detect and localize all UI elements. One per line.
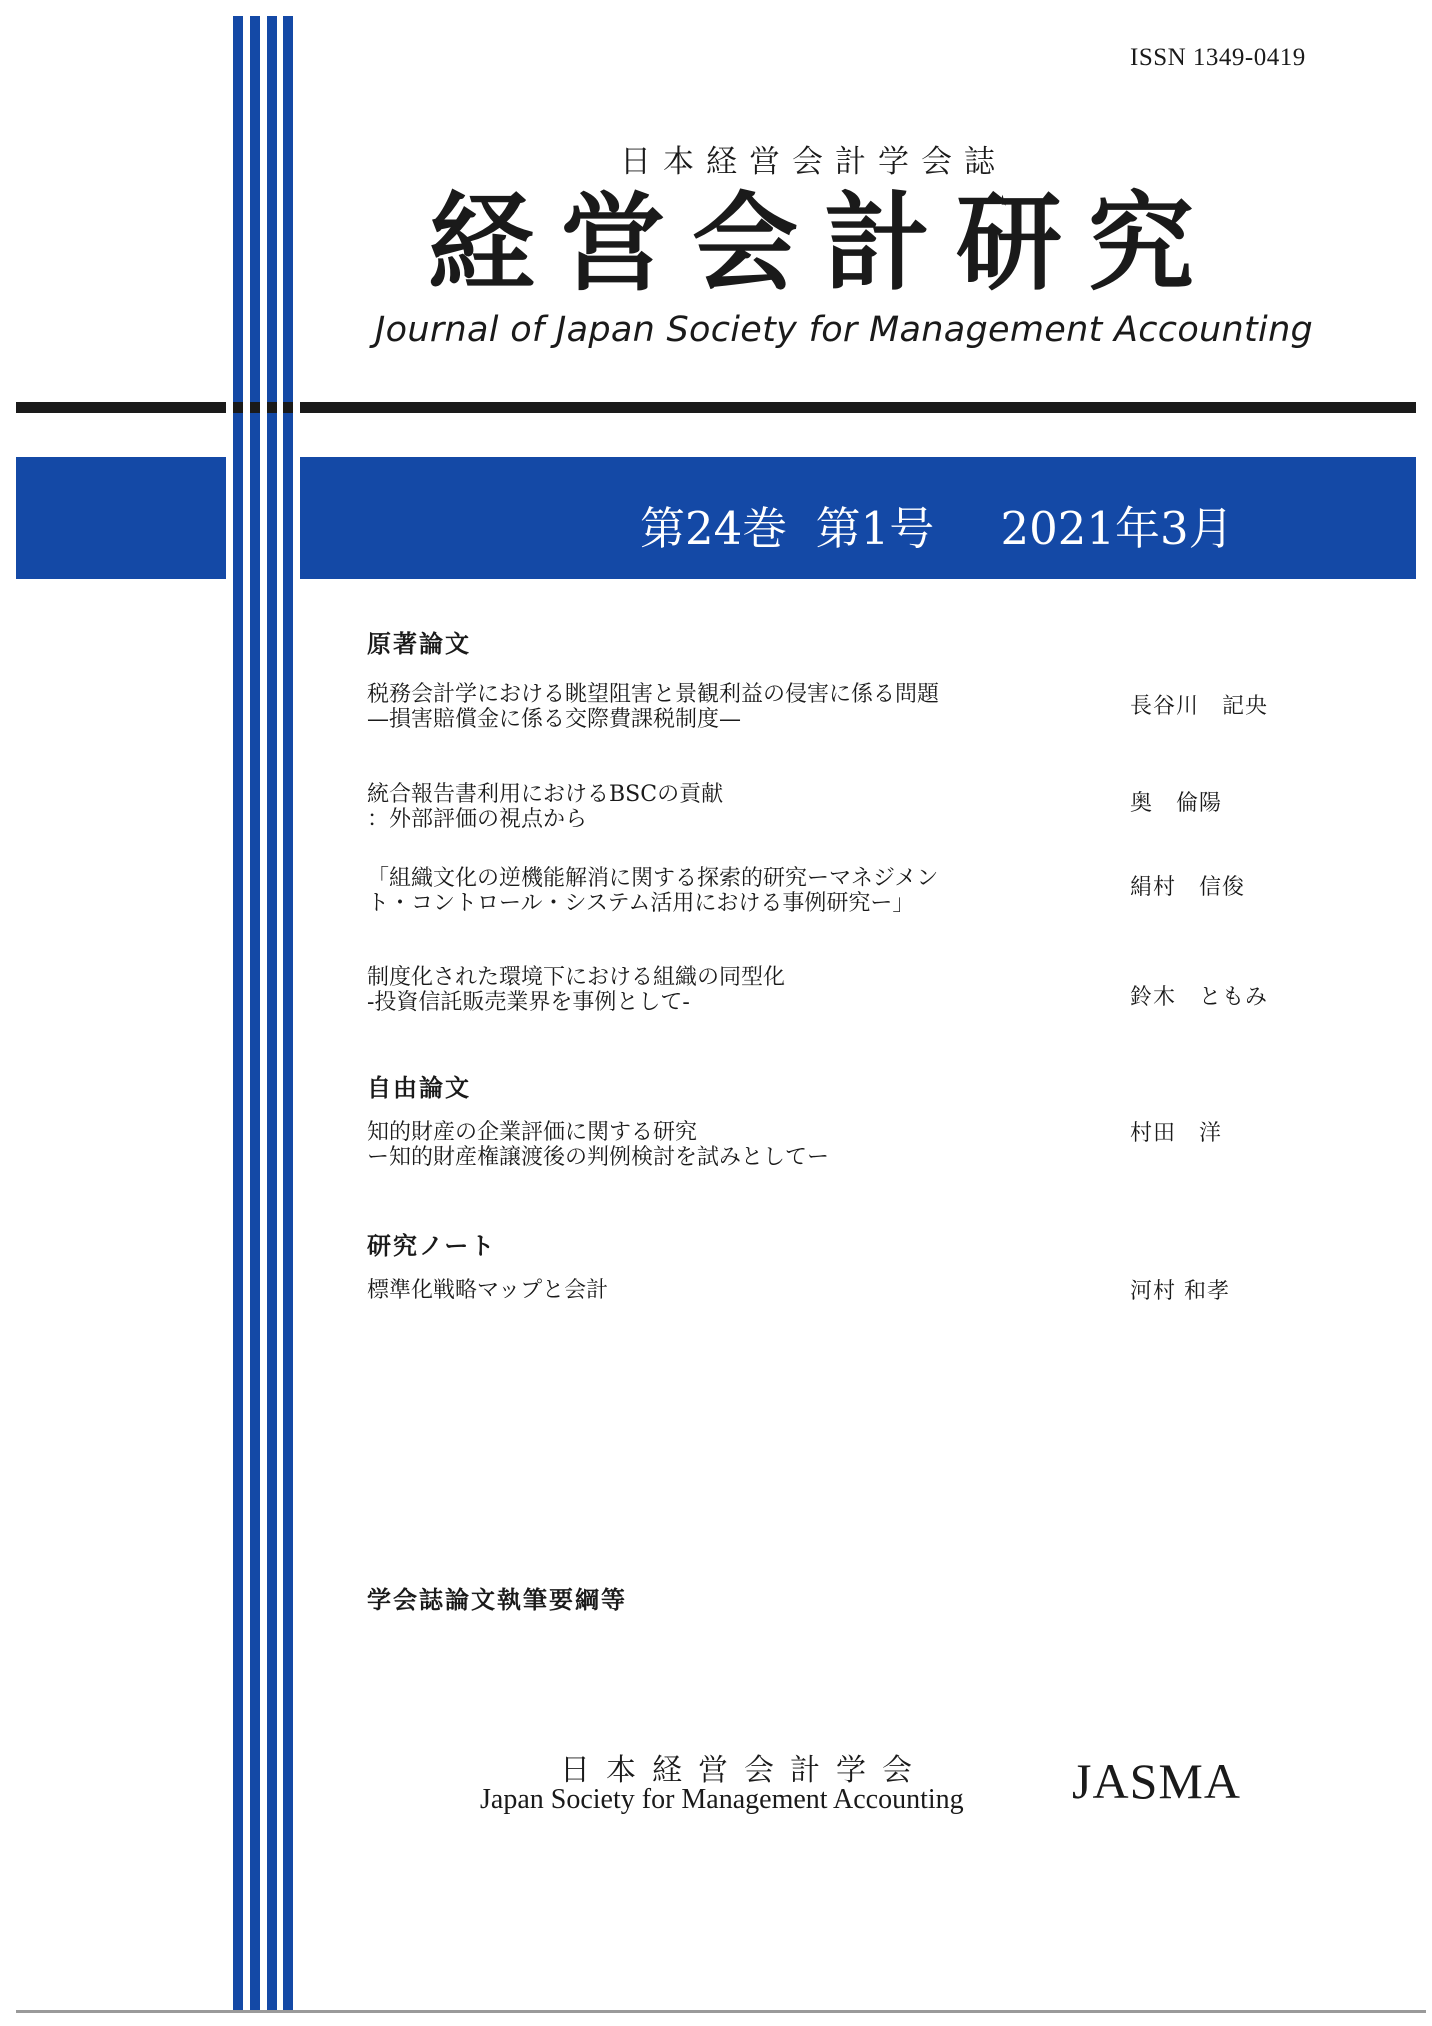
article-title	[367, 682, 939, 732]
issn: ISSN 1349-0419	[1130, 44, 1306, 71]
article-author: 河村 和孝	[1130, 1279, 1230, 1304]
stripe-gap-overlay	[226, 402, 233, 413]
article-title	[367, 965, 785, 1015]
stripe-gap-overlay	[277, 457, 283, 579]
article-title-line: ー知的財産権譲渡後の判例検討を試みとしてー	[367, 1145, 830, 1170]
article-author: 鈴木 ともみ	[1130, 985, 1269, 1010]
bottom-edge-line	[16, 2010, 1426, 2013]
issue-volume: 第24巻	[640, 502, 788, 555]
issue-date: 2021年3月	[1000, 502, 1234, 555]
stripe-gap-overlay	[277, 402, 283, 413]
section-heading-research-notes: 研究ノート	[367, 1232, 497, 1260]
vertical-stripe-3	[267, 16, 277, 2011]
article-title	[367, 866, 938, 916]
issue-info	[640, 492, 1234, 557]
article-title-line: 税務会計学における眺望阻害と景観利益の侵害に係る問題	[367, 682, 940, 707]
issue-number: 第1号	[815, 502, 935, 555]
vertical-stripe-2	[250, 16, 260, 2011]
footer-abbreviation: JASMA	[1072, 1753, 1241, 1809]
guidelines-heading: 学会誌論文執筆要綱等	[367, 1586, 627, 1614]
article-title-line: 「組織文化の逆機能解消に関する探索的研究ーマネジメン	[367, 866, 939, 891]
society-subtitle: 日本経営会計学会誌	[620, 144, 1007, 180]
stripe-gap-overlay	[226, 457, 233, 579]
article-title-line: —損害賠償金に係る交際費課税制度—	[367, 707, 742, 732]
stripe-gap-overlay	[293, 402, 300, 413]
stripe-gap-overlay	[243, 457, 250, 579]
stripe-gap-overlay	[293, 457, 300, 579]
article-title-line: 標準化戦略マップと会計	[367, 1278, 609, 1303]
journal-title-en: Journal of Japan Society for Management Accounting	[375, 310, 1314, 350]
article-author: 奥 倫陽	[1130, 791, 1223, 816]
stripe-gap-overlay	[260, 402, 267, 413]
article-title	[367, 1278, 608, 1303]
article-author: 絹村 信俊	[1130, 875, 1246, 900]
article-author: 村田 洋	[1130, 1121, 1223, 1146]
article-title	[367, 1120, 829, 1170]
stripe-gap-overlay	[260, 457, 267, 579]
section-heading-free-papers: 自由論文	[367, 1074, 471, 1102]
article-title-line: ：外部評価の視点から	[367, 807, 588, 832]
article-author: 長谷川 記央	[1130, 694, 1269, 719]
footer-society-jp: 日本経営会計学会	[560, 1753, 928, 1788]
article-title-line: -投資信託販売業界を事例として-	[367, 990, 690, 1015]
journal-title: 経営会計研究	[428, 182, 1220, 305]
article-title-line: 統合報告書利用におけるBSCの貢献	[367, 782, 724, 807]
article-title-line: ト・コントロール・システム活用における事例研究ー」	[367, 891, 915, 916]
article-title-line: 制度化された環境下における組織の同型化	[367, 965, 786, 990]
stripe-gap-overlay	[243, 402, 250, 413]
vertical-stripe-1	[233, 16, 243, 2011]
footer-society-en: Japan Society for Management Accounting	[480, 1784, 964, 1815]
section-heading-original-papers: 原著論文	[367, 630, 471, 658]
vertical-stripe-4	[283, 16, 293, 2011]
article-title-line: 知的財産の企業評価に関する研究	[367, 1120, 698, 1145]
article-title	[367, 782, 723, 832]
